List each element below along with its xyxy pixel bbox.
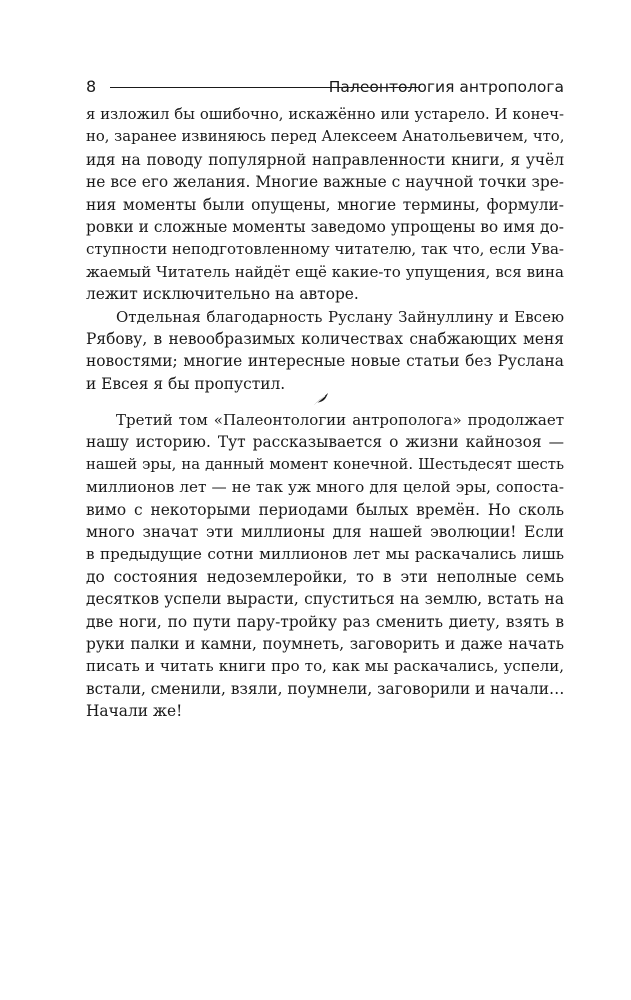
- text-line: вимо с некоторыми периодами былых времён. Но сколь: [86, 500, 564, 519]
- text-line: но, заранее извиняюсь перед Алексеем Анатольевичем, что,: [86, 128, 564, 146]
- text-line: ровки и сложные моменты заведомо упрощены во имя до-: [86, 217, 564, 236]
- text-line: нашей эры, на данный момент конечной. Шестьдесят шесть: [86, 455, 564, 473]
- text-line: и Евсея я бы пропустил.: [86, 374, 286, 393]
- text-line: Начали же!: [86, 702, 183, 721]
- text-line: две ноги, по пути пару-тройку раз сменить диету, взять в: [86, 612, 564, 631]
- text-line: Отдельная благодарность Руслану Зайнуллину и Евсею: [116, 307, 564, 326]
- leaf-ornament-icon: [313, 392, 329, 406]
- text-line: писать и читать книги про то, как мы раскачались, успели,: [86, 657, 564, 676]
- text-line: я изложил бы ошибочно, искажённо или устарело. И конеч-: [86, 106, 564, 123]
- text-line: много значат эти миллионы для нашей эволюции! Если: [86, 522, 564, 541]
- text-line: руки палки и камни, поумнеть, заговорить и даже начать: [86, 634, 564, 653]
- page-number: 8: [86, 77, 97, 96]
- text-line: новостями; многие интересные новые статьи без Руслана: [86, 352, 564, 371]
- text-line: десятков успели вырасти, спуститься на землю, встать на: [86, 590, 564, 609]
- text-line: ступности неподготовленному читателю, так что, если Ува-: [86, 240, 564, 259]
- text-line: до состояния недоземлеройки, то в эти неполные семь: [86, 567, 564, 586]
- text-block-acknowledgements: [86, 104, 564, 395]
- text-line: идя на поводу популярной направленности книги, я учёл: [86, 150, 564, 169]
- page-header: [86, 76, 564, 98]
- text-line: нашу историю. Тут рассказывается о жизни кайнозоя —: [86, 433, 564, 452]
- text-line: встали, сменили, взяли, поумнели, заговорили и начали…: [86, 679, 564, 698]
- text-line: Рябову, в невообразимых количествах снабжающих меня: [86, 329, 564, 348]
- text-line: в предыдущие сотни миллионов лет мы раскачались лишь: [86, 545, 564, 564]
- text-line: лежит исключительно на авторе.: [86, 285, 359, 304]
- text-block-introduction: [86, 409, 564, 722]
- text-line: Третий том «Палеонтологии антрополога» продолжает: [116, 411, 564, 429]
- text-line: не все его желания. Многие важные с научной точки зре-: [86, 173, 564, 192]
- text-line: миллионов лет — не так уж много для целой эры, сопоста-: [86, 478, 564, 497]
- running-title: Палеонтология антрополога: [328, 78, 564, 96]
- text-line: жаемый Читатель найдёт ещё какие-то упущения, вся вина: [86, 262, 564, 281]
- text-line: ния моменты были опущены, многие термины, формули-: [86, 195, 564, 214]
